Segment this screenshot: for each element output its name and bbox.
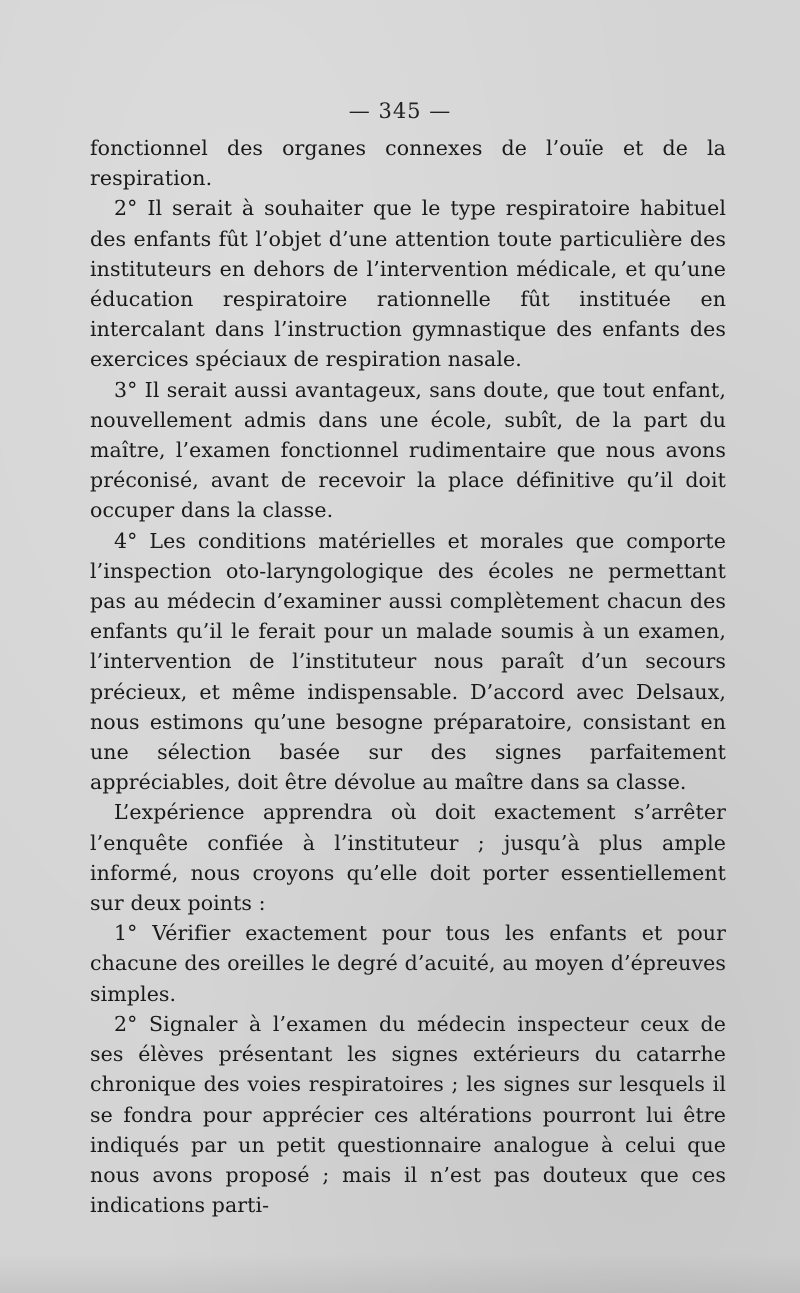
paragraph-experience: L’expérience apprendra où doit exactement s’arrêter l’enquête confiée à l’instituteur ; jusqu’à plus ample informé, nous croyons qu’elle doit porter essentiellement sur deux points : (90, 800, 726, 916)
page-text (90, 133, 726, 1220)
paragraph-point-3: 3° Il serait aussi avantageux, sans doute, que tout enfant, nouvellement admis dans une école, subît, de la part du maître, l’examen fonctionnel rudimentaire que nous avons préconisé, avant de recevoir la place définitive qu’il doit occuper dans la classe. (90, 377, 726, 523)
paragraph-point-2: 2° Il serait à souhaiter que le type respiratoire habituel des enfants fût l’objet d’une attention toute particulière des instituteurs en dehors de l’intervention médicale, et qu’une éducation respiratoire rationnelle fût instituée en intercalant dans l’instruction gymnastique des enfants des exercices spéciaux de respiration nasale. (90, 196, 726, 372)
paragraph-point-4: 4° Les conditions matérielles et morales que comporte l’inspection oto-laryngologique des écoles ne permettant pas au médecin d’examiner aussi complètement chacun des enfants qu’il le ferait pour un malade soumis à un examen, l’intervention de l’instituteur nous paraît d’un secours précieux, et même indispensable. D’accord avec Delsaux, nous estimons qu’une besogne préparatoire, consistant en une sélection basée sur des signes parfaitement appréciables, doit être dévolue au maître dans sa classe. (90, 528, 726, 795)
paragraph-subpoint-1: 1° Vérifier exactement pour tous les enfants et pour chacune des oreilles le degré d’acuité, au moyen d’épreuves simples. (90, 921, 726, 1006)
paragraph-continuation: fonctionnel des organes connexes de l’ouïe et de la respiration. (90, 136, 726, 191)
page-shadow (0, 1253, 800, 1293)
paragraph-subpoint-2: 2° Signaler à l’examen du médecin inspecteur ceux de ses élèves présentant les signes extérieurs du catarrhe chronique des voies respiratoires ; les signes sur lesquels il se fondra pour apprécier ces altérations pourront lui être indiqués par un petit questionnaire analogue à celui que nous avons proposé ; mais il n’est pas douteux que ces indications parti- (90, 1011, 726, 1218)
page-number: — 345 — (348, 99, 452, 123)
